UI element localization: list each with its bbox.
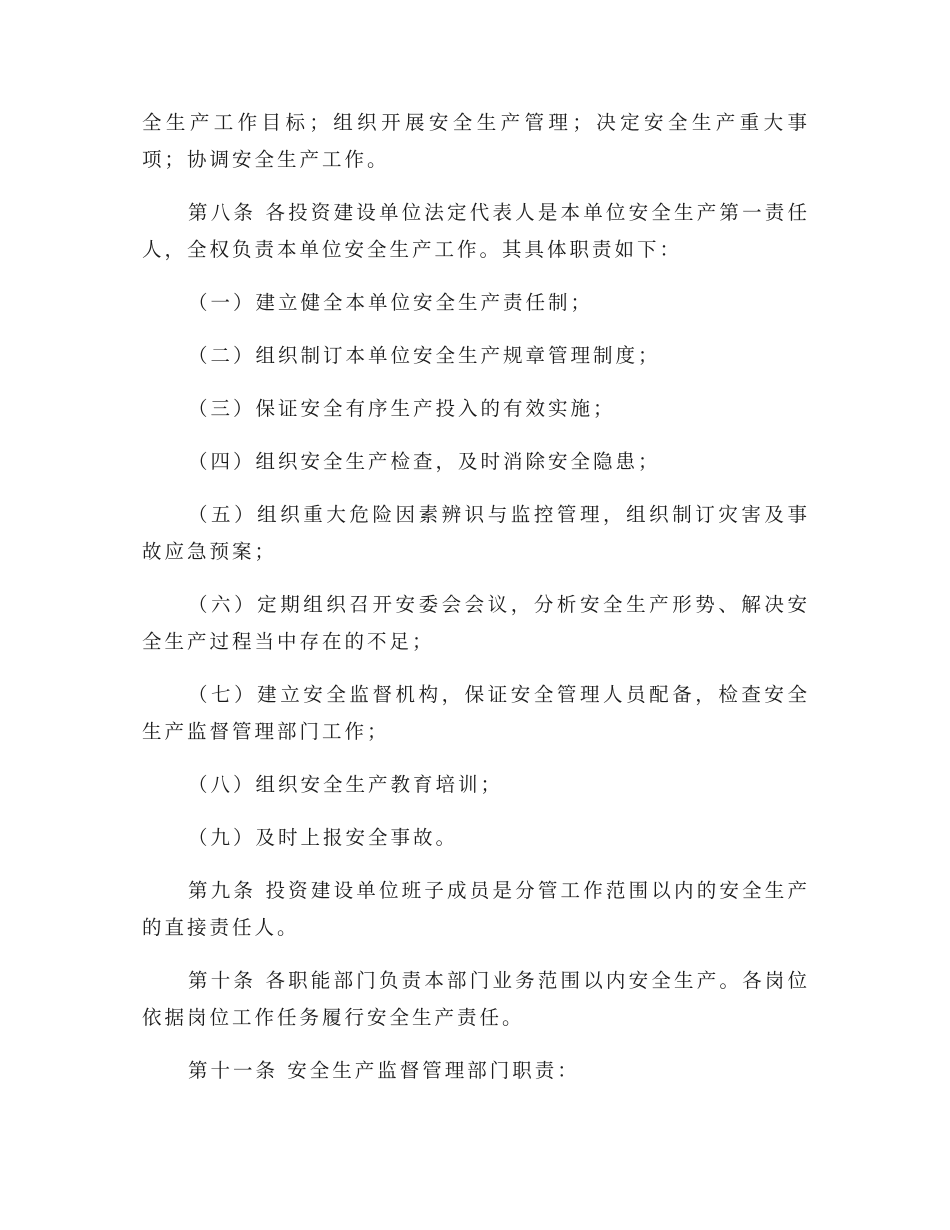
list-item-6: （六）定期组织召开安委会会议，分析安全生产形势、解决安全生产过程当中存在的不足； — [142, 593, 810, 653]
document-body — [142, 104, 810, 1105]
list-item-7: （七）建立安全监督机构，保证安全管理人员配备，检查安全生产监督管理部门工作； — [142, 683, 810, 743]
paragraph-article-11: 第十一条 安全生产监督管理部门职责： — [188, 1059, 580, 1082]
list-item-2: （二）组织制订本单位安全生产规章管理制度； — [188, 344, 661, 367]
paragraph-continuation: 全生产工作目标；组织开展安全生产管理；决定安全生产重大事项；协调安全生产工作。 — [142, 111, 810, 171]
list-item-9: （九）及时上报安全事故。 — [188, 826, 459, 849]
list-item-3: （三）保证安全有序生产投入的有效实施； — [188, 397, 616, 420]
list-item-8: （八）组织安全生产教育培训； — [188, 773, 504, 796]
list-item-5: （五）组织重大危险因素辨识与监控管理，组织制订灾害及事故应急预案； — [142, 503, 810, 563]
paragraph-article-9: 第九条 投资建设单位班子成员是分管工作范围以内的安全生产的直接责任人。 — [142, 879, 810, 939]
list-item-1: （一）建立健全本单位安全生产责任制； — [188, 291, 594, 314]
paragraph-article-8: 第八条 各投资建设单位法定代表人是本单位安全生产第一责任人，全权负责本单位安全生产工作。其具体职责如下： — [142, 201, 810, 261]
list-item-4: （四）组织安全生产检查，及时消除安全隐患； — [188, 450, 661, 473]
paragraph-article-10: 第十条 各职能部门负责本部门业务范围以内安全生产。各岗位依据岗位工作任务履行安全生产责任。 — [142, 969, 810, 1029]
